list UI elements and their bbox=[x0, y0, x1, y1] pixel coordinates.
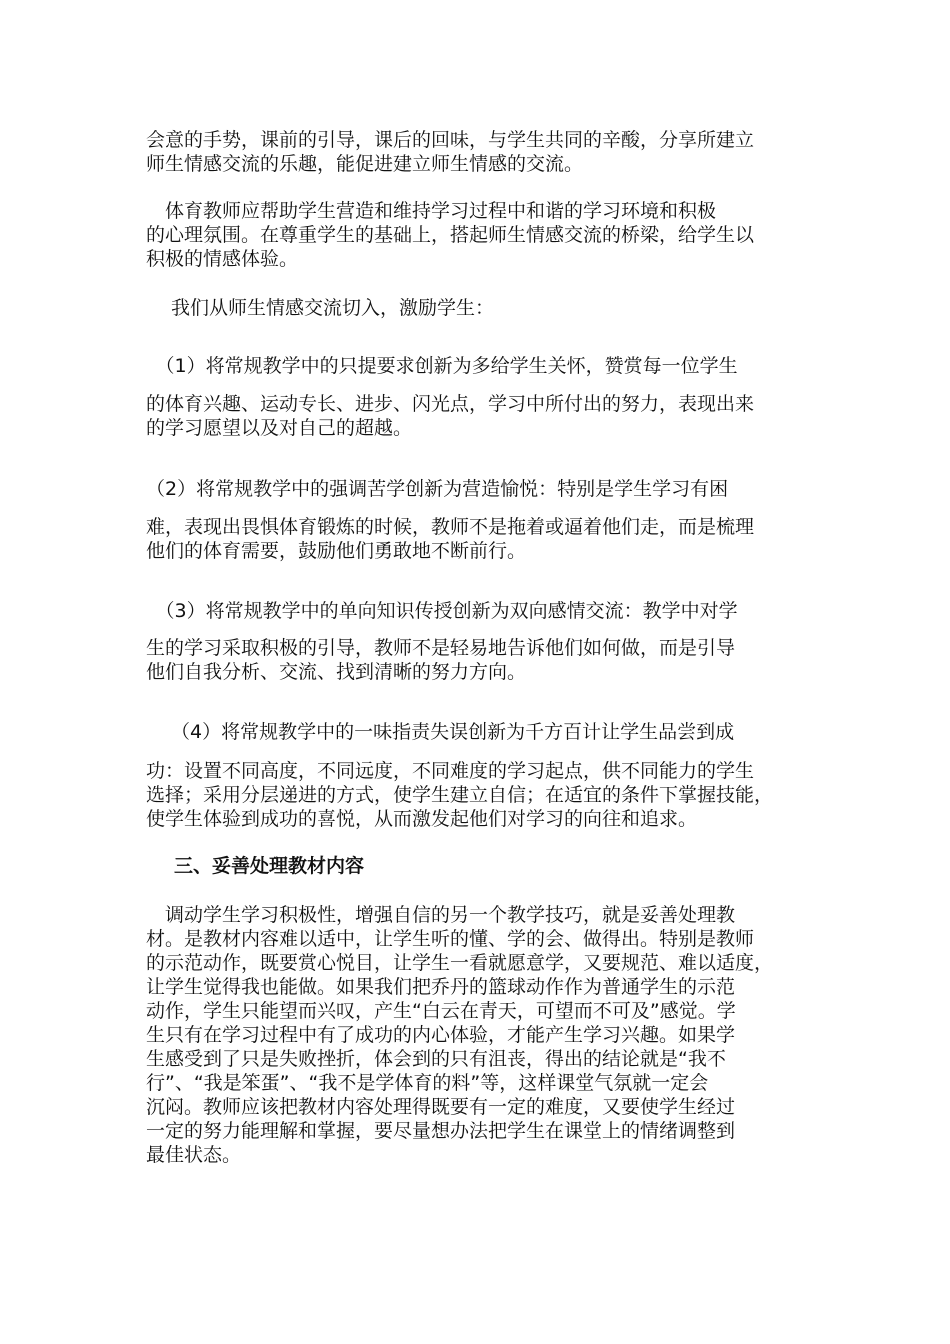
text-line: 选择；采用分层递进的方式，使学生建立自信；在适宜的条件下掌握技能， bbox=[146, 784, 774, 806]
text-line: 会意的手势，课前的引导，课后的回味，与学生共同的辛酸，分享所建立 bbox=[146, 129, 755, 151]
text-line: （3）将常规教学中的单向知识传授创新为双向感情交流：教学中对学 bbox=[146, 600, 738, 622]
text-line: 使学生体验到成功的喜悦，从而激发起他们对学习的向往和追求。 bbox=[146, 808, 698, 830]
paragraph-teaching-materials bbox=[146, 903, 818, 1167]
text-line: （1）将常规教学中的只提要求创新为多给学生关怀，赞赏每一位学生 bbox=[146, 355, 738, 377]
text-line: 他们自我分析、交流、找到清晰的努力方向。 bbox=[146, 661, 527, 683]
list-item-1-body bbox=[146, 392, 818, 440]
text-line: 的心理氛围。在尊重学生的基础上，搭起师生情感交流的桥梁，给学生以 bbox=[146, 224, 755, 246]
text-line: 最佳状态。 bbox=[146, 1144, 242, 1166]
text-line: 的学习愿望以及对自己的超越。 bbox=[146, 417, 413, 439]
list-item-4-heading bbox=[146, 720, 818, 744]
text-line: 材。是教材内容难以适中，让学生听的懂、学的会、做得出。特别是教师 bbox=[146, 928, 755, 950]
text-line: 生只有在学习过程中有了成功的内心体验，才能产生学习兴趣。如果学 bbox=[146, 1024, 736, 1046]
text-line: 沉闷。教师应该把教材内容处理得既要有一定的难度，又要使学生经过 bbox=[146, 1096, 736, 1118]
list-item-4-body bbox=[146, 759, 818, 831]
text-line: 一定的努力能理解和掌握，要尽量想办法把学生在课堂上的情绪调整到 bbox=[146, 1120, 736, 1142]
text-line: 的体育兴趣、运动专长、进步、闪光点，学习中所付出的努力，表现出来 bbox=[146, 393, 755, 415]
text-line: 我们从师生情感交流切入，激励学生： bbox=[146, 297, 495, 319]
text-line: 难，表现出畏惧体育锻炼的时候，教师不是拖着或逼着他们走，而是梳理 bbox=[146, 516, 755, 538]
text-line: （4）将常规教学中的一味指责失误创新为千方百计让学生品尝到成 bbox=[146, 721, 735, 743]
text-line: 生的学习采取积极的引导，教师不是轻易地告诉他们如何做，而是引导 bbox=[146, 637, 736, 659]
text-line: 积极的情感体验。 bbox=[146, 248, 299, 270]
list-item-1-heading bbox=[146, 354, 818, 378]
text-line: 体育教师应帮助学生营造和维持学习过程中和谐的学习环境和积极 bbox=[146, 200, 717, 222]
list-item-2-heading bbox=[146, 477, 818, 501]
text-line: 他们的体育需要，鼓励他们勇敢地不断前行。 bbox=[146, 540, 527, 562]
paragraph-motivate-students bbox=[146, 296, 818, 320]
text-line: 功：设置不同高度，不同远度，不同难度的学习起点，供不同能力的学生 bbox=[146, 760, 755, 782]
text-line: 师生情感交流的乐趣，能促进建立师生情感的交流。 bbox=[146, 153, 584, 175]
text-line: 动作，学生只能望而兴叹，产生“白云在青天，可望而不可及”感觉。学 bbox=[146, 1000, 736, 1022]
text-line: 调动学生学习积极性，增强自信的另一个教学技巧，就是妥善处理教 bbox=[146, 904, 736, 926]
list-item-3-body bbox=[146, 636, 818, 684]
text-line: 行”、“我是笨蛋”、“我不是学体育的料”等，这样课堂气氛就一定会 bbox=[146, 1072, 709, 1094]
text-line: 让学生觉得我也能做。如果我们把乔丹的篮球动作作为普通学生的示范 bbox=[146, 976, 736, 998]
section-heading: 三、妥善处理教材内容 bbox=[174, 855, 365, 877]
list-item-3-heading bbox=[146, 599, 818, 623]
paragraph-intro-continuation bbox=[146, 128, 818, 176]
text-line: 生感受到了只是失败挫折，体会到的只有沮丧，得出的结论就是“我不 bbox=[146, 1048, 726, 1070]
paragraph-learning-environment bbox=[146, 199, 818, 271]
text-line: 的示范动作，既要赏心悦目，让学生一看就愿意学，又要规范、难以适度， bbox=[146, 952, 774, 974]
list-item-2-body bbox=[146, 515, 818, 563]
text-line: （2）将常规教学中的强调苦学创新为营造愉悦：特别是学生学习有困 bbox=[146, 478, 729, 500]
